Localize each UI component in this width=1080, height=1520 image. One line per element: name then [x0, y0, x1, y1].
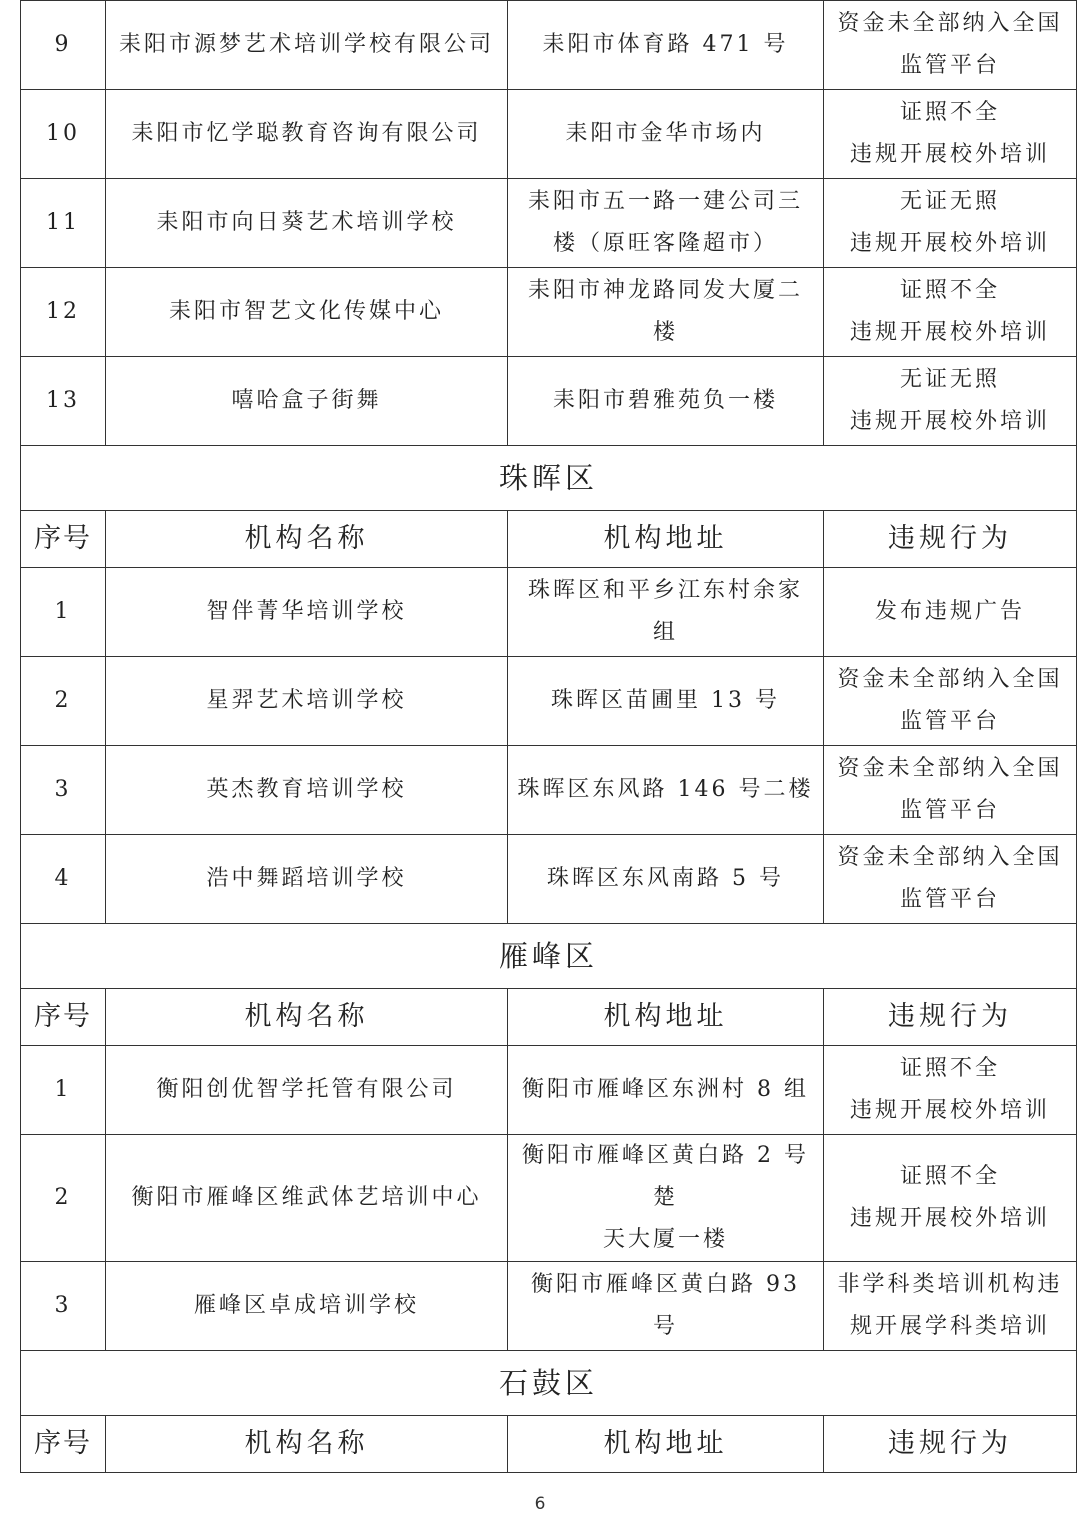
column-header-row [21, 1416, 1077, 1473]
district-title: 雁峰区 [21, 924, 1077, 989]
header-name: 机构名称 [106, 989, 508, 1046]
institution-address: 珠晖区东风路 146 号二楼 [508, 746, 824, 835]
violation: 发布违规广告 [824, 568, 1077, 657]
header-address: 机构地址 [508, 1416, 824, 1473]
institution-address: 珠晖区和平乡江东村余家 组 [508, 568, 824, 657]
row-number: 2 [21, 1135, 106, 1262]
table-row [21, 835, 1077, 924]
table-row [21, 657, 1077, 746]
institution-name: 智伴菁华培训学校 [106, 568, 508, 657]
violation: 资金未全部纳入全国 监管平台 [824, 835, 1077, 924]
district-heading-row [21, 446, 1077, 511]
header-number: 序号 [21, 511, 106, 568]
page-number: 6 [534, 1494, 546, 1514]
institution-name: 星羿艺术培训学校 [106, 657, 508, 746]
institution-name: 耒阳市忆学聪教育咨询有限公司 [106, 90, 508, 179]
district-title: 珠晖区 [21, 446, 1077, 511]
violations-table [20, 0, 1077, 1473]
institution-name: 雁峰区卓成培训学校 [106, 1262, 508, 1351]
table-row [21, 90, 1077, 179]
table-row [21, 268, 1077, 357]
table-row [21, 179, 1077, 268]
violation: 无证无照 违规开展校外培训 [824, 357, 1077, 446]
row-number: 10 [21, 90, 106, 179]
violation: 证照不全 违规开展校外培训 [824, 1135, 1077, 1262]
violation: 证照不全 违规开展校外培训 [824, 90, 1077, 179]
violation: 资金未全部纳入全国 监管平台 [824, 657, 1077, 746]
violation: 证照不全 违规开展校外培训 [824, 268, 1077, 357]
institution-name: 英杰教育培训学校 [106, 746, 508, 835]
row-number: 9 [21, 1, 106, 90]
violation: 证照不全 违规开展校外培训 [824, 1046, 1077, 1135]
header-name: 机构名称 [106, 1416, 508, 1473]
district-heading-row [21, 924, 1077, 989]
header-violation: 违规行为 [824, 989, 1077, 1046]
violation: 无证无照 违规开展校外培训 [824, 179, 1077, 268]
header-violation: 违规行为 [824, 1416, 1077, 1473]
table-row [21, 1262, 1077, 1351]
table-row [21, 568, 1077, 657]
row-number: 1 [21, 568, 106, 657]
header-address: 机构地址 [508, 989, 824, 1046]
district-title: 石鼓区 [21, 1351, 1077, 1416]
institution-name: 浩中舞蹈培训学校 [106, 835, 508, 924]
column-header-row [21, 989, 1077, 1046]
row-number: 1 [21, 1046, 106, 1135]
header-violation: 违规行为 [824, 511, 1077, 568]
row-number: 13 [21, 357, 106, 446]
institution-address: 珠晖区苗圃里 13 号 [508, 657, 824, 746]
institution-name: 耒阳市向日葵艺术培训学校 [106, 179, 508, 268]
institution-address: 耒阳市五一路一建公司三 楼（原旺客隆超市） [508, 179, 824, 268]
table-row [21, 1, 1077, 90]
institution-name: 嘻哈盒子街舞 [106, 357, 508, 446]
table-row [21, 357, 1077, 446]
institution-name: 耒阳市源梦艺术培训学校有限公司 [106, 1, 508, 90]
institution-name: 衡阳市雁峰区维武体艺培训中心 [106, 1135, 508, 1262]
header-number: 序号 [21, 1416, 106, 1473]
header-address: 机构地址 [508, 511, 824, 568]
row-number: 11 [21, 179, 106, 268]
institution-address: 耒阳市神龙路同发大厦二 楼 [508, 268, 824, 357]
header-number: 序号 [21, 989, 106, 1046]
institution-address: 衡阳市雁峰区黄白路 93 号 [508, 1262, 824, 1351]
row-number: 12 [21, 268, 106, 357]
table-row [21, 746, 1077, 835]
header-name: 机构名称 [106, 511, 508, 568]
institution-address: 耒阳市金华市场内 [508, 90, 824, 179]
institution-address: 衡阳市雁峰区黄白路 2 号楚 天大厦一楼 [508, 1135, 824, 1262]
institution-name: 耒阳市智艺文化传媒中心 [106, 268, 508, 357]
violation: 资金未全部纳入全国 监管平台 [824, 1, 1077, 90]
row-number: 4 [21, 835, 106, 924]
institution-address: 衡阳市雁峰区东洲村 8 组 [508, 1046, 824, 1135]
row-number: 2 [21, 657, 106, 746]
institution-address: 珠晖区东风南路 5 号 [508, 835, 824, 924]
institution-address: 耒阳市碧雅苑负一楼 [508, 357, 824, 446]
institution-address: 耒阳市体育路 471 号 [508, 1, 824, 90]
table-row [21, 1135, 1077, 1262]
row-number: 3 [21, 746, 106, 835]
institution-name: 衡阳创优智学托管有限公司 [106, 1046, 508, 1135]
district-heading-row [21, 1351, 1077, 1416]
row-number: 3 [21, 1262, 106, 1351]
table-row [21, 1046, 1077, 1135]
column-header-row [21, 511, 1077, 568]
violation: 资金未全部纳入全国 监管平台 [824, 746, 1077, 835]
violation: 非学科类培训机构违 规开展学科类培训 [824, 1262, 1077, 1351]
